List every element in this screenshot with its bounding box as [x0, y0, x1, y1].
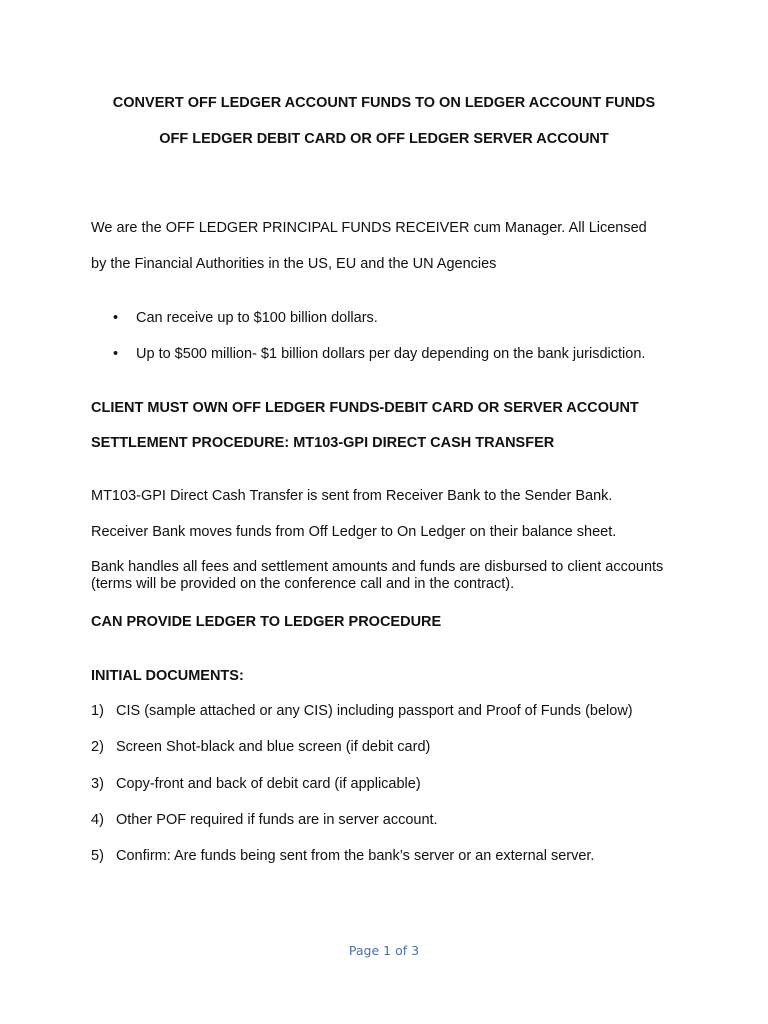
intro-line-1: We are the OFF LEDGER PRINCIPAL FUNDS RECEIVER cum Manager. All Licensed [91, 220, 647, 236]
paragraph-fees: Bank handles all fees and settlement amounts and funds are disbursed to client accounts (terms will be provided on the conference call and in the contract). [91, 559, 664, 592]
paragraph-mt103: MT103-GPI Direct Cash Transfer is sent from Receiver Bank to the Sender Bank. [91, 488, 613, 504]
bullet-marker: • [113, 310, 119, 326]
list-item: CIS (sample attached or any CIS) including passport and Proof of Funds (below) [116, 703, 633, 719]
bullet-marker: • [113, 346, 119, 362]
list-item: Other POF required if funds are in server account. [116, 812, 438, 828]
list-item-number: 3) [91, 776, 104, 792]
intro-line-2: by the Financial Authorities in the US, EU and the UN Agencies [91, 256, 497, 272]
section-heading-documents: INITIAL DOCUMENTS: [91, 668, 244, 684]
list-item-number: 1) [91, 703, 104, 719]
bullet-item: Can receive up to $100 billion dollars. [136, 310, 378, 326]
list-item: Copy-front and back of debit card (if applicable) [116, 776, 421, 792]
list-item-number: 5) [91, 848, 104, 864]
section-heading-settlement: SETTLEMENT PROCEDURE: MT103-GPI DIRECT CASH TRANSFER [91, 435, 555, 451]
list-item-number: 4) [91, 812, 104, 828]
title-line-1: CONVERT OFF LEDGER ACCOUNT FUNDS TO ON LEDGER ACCOUNT FUNDS [112, 95, 656, 111]
section-heading-client: CLIENT MUST OWN OFF LEDGER FUNDS-DEBIT CARD OR SERVER ACCOUNT [91, 400, 639, 416]
section-heading-ledger: CAN PROVIDE LEDGER TO LEDGER PROCEDURE [91, 614, 442, 630]
bullet-item: Up to $500 million- $1 billion dollars per day depending on the bank jurisdiction. [136, 346, 646, 362]
title-line-2: OFF LEDGER DEBIT CARD OR OFF LEDGER SERVER ACCOUNT [159, 131, 609, 147]
paragraph-receiver-bank: Receiver Bank moves funds from Off Ledger to On Ledger on their balance sheet. [91, 524, 617, 540]
page-number-footer: Page 1 of 3 [348, 943, 420, 958]
list-item: Screen Shot-black and blue screen (if debit card) [116, 739, 431, 755]
list-item: Confirm: Are funds being sent from the bank’s server or an external server. [116, 848, 595, 864]
list-item-number: 2) [91, 739, 104, 755]
